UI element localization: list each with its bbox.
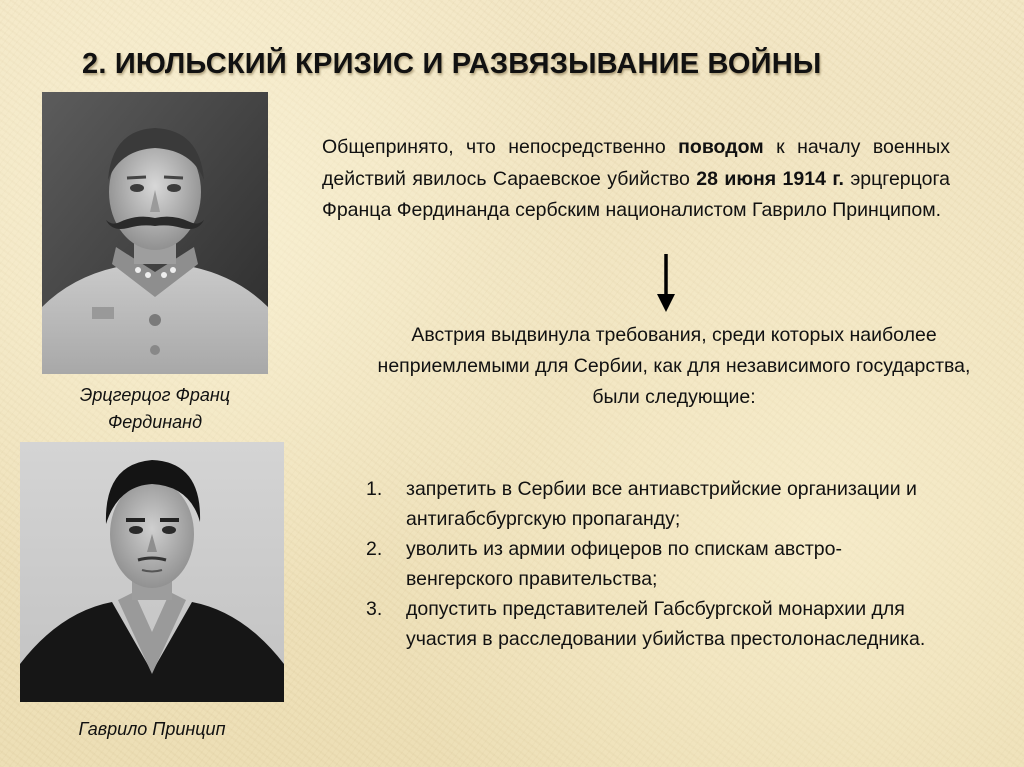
list-item-text: допустить представителей Габсбургской монархии для участия в расследовании убийства престолонаследника.: [406, 598, 926, 650]
list-item: [366, 474, 946, 534]
austria-demands-intro: Австрия выдвинула требования, среди которых наиболее неприемлемыми для Сербии, как для независимого государства, были следующие:: [377, 324, 971, 408]
ferdinand-photo: [42, 92, 268, 374]
list-item-number: 1.: [366, 478, 383, 500]
princip-caption: Гаврило Принцип: [78, 719, 226, 739]
list-item-number: 2.: [366, 538, 383, 560]
list-item-text: запретить в Сербии все антиавстрийские организации и антигабсбургскую пропаганду;: [406, 478, 917, 530]
arrow-down-icon: [655, 254, 677, 312]
ferdinand-caption: Эрцгерцог Франц Фердинанд: [79, 385, 231, 432]
ferdinand-portrait-image: [42, 92, 268, 374]
princip-portrait-image: [20, 442, 284, 702]
list-item-text: уволить из армии офицеров по спискам австро-венгерского правительства;: [406, 538, 842, 590]
list-item-number: 3.: [366, 598, 383, 620]
sarajevo-paragraph: [322, 132, 950, 227]
paragraph-bold-reason: поводом: [678, 136, 764, 158]
list-item: [366, 594, 946, 654]
list-item: [366, 534, 946, 594]
paragraph-bold-date: 28 июня 1914 г.: [696, 167, 844, 190]
demands-list: [366, 474, 946, 654]
paragraph-text-2: к началу военных действий явилось Сараевское убийство: [322, 136, 950, 190]
princip-photo: [20, 442, 284, 702]
paragraph-text-3: эрцгерцога Франца Фердинанда сербским националистом Гаврило Принципом.: [322, 167, 950, 221]
slide-title: 2. ИЮЛЬСКИЙ КРИЗИС И РАЗВЯЗЫВАНИЕ ВОЙНЫ: [82, 48, 822, 80]
paragraph-text-1: Общепринято, что непосредственно: [322, 136, 679, 158]
